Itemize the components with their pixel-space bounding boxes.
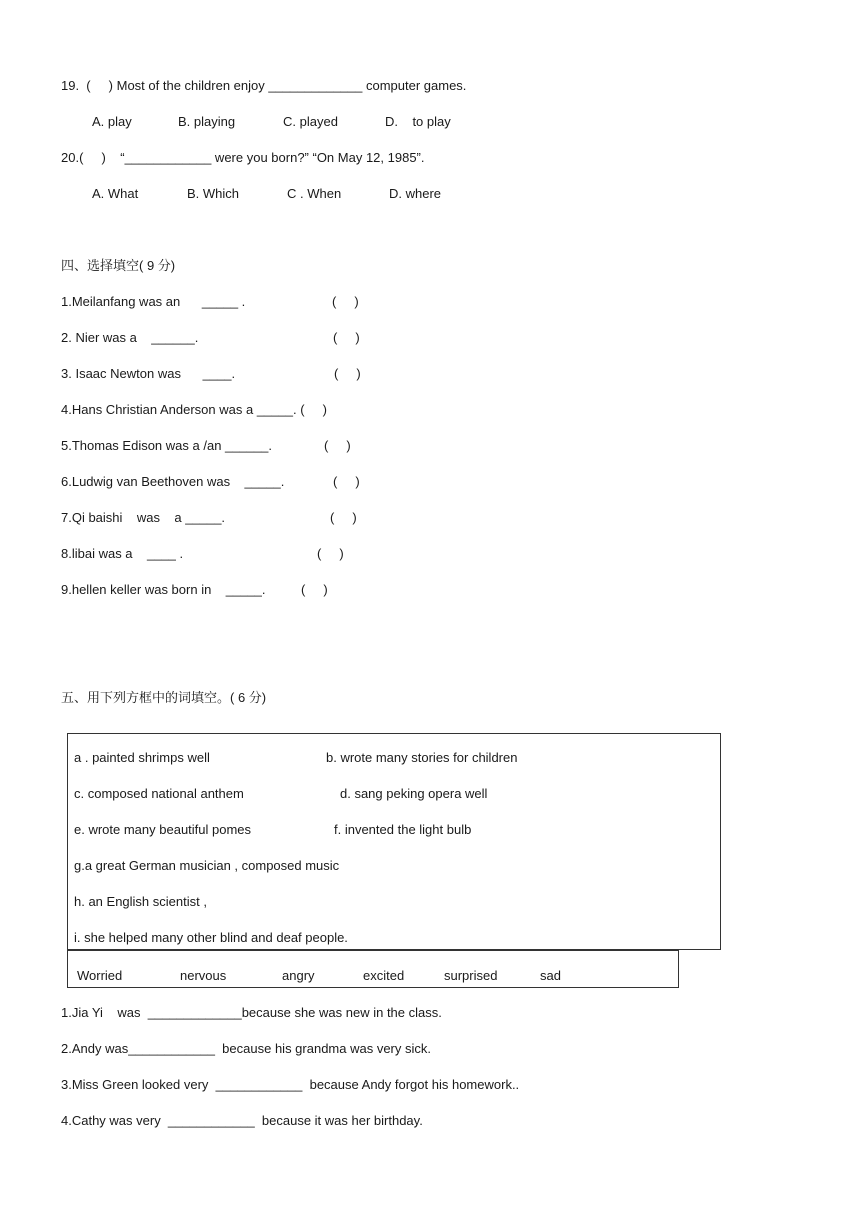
box-item-c: c. composed national anthem: [74, 786, 244, 801]
q20-option-b: B. Which: [187, 186, 240, 201]
box-item-b: b. wrote many stories for children: [326, 750, 518, 765]
word-box-people: [67, 733, 721, 950]
q19-option-d: D. to play: [385, 114, 451, 129]
q20-option-c: C . When: [287, 186, 342, 201]
word-box-feelings: [67, 950, 679, 988]
s5-sentence-4: 4.Cathy was very ____________ because it was her birthday.: [61, 1113, 423, 1128]
section4-title: 四、选择填空( 9 分): [61, 258, 176, 273]
box-item-g: g.a great German musician , composed music: [74, 858, 340, 873]
box-item-d: d. sang peking opera well: [340, 786, 488, 801]
s4-item-9-paren: ( ): [301, 582, 328, 597]
q20-option-a: A. What: [92, 186, 139, 201]
box-item-h: h. an English scientist ,: [74, 894, 207, 909]
s4-item-8-paren: ( ): [317, 546, 344, 561]
s4-item-3: 3. Isaac Newton was ____.: [61, 366, 236, 381]
q19-stem: 19. ( ) Most of the children enjoy _____________ computer games.: [61, 78, 467, 93]
q20-option-d: D. where: [389, 186, 442, 201]
feeling-word: Worried: [77, 968, 123, 983]
s4-item-1-paren: ( ): [332, 294, 359, 309]
feeling-word: nervous: [180, 968, 227, 983]
feeling-word: sad: [540, 968, 561, 983]
q19-option-b: B. playing: [178, 114, 236, 129]
s4-item-7: 7.Qi baishi was a _____.: [61, 510, 226, 525]
s4-item-3-paren: ( ): [334, 366, 361, 381]
box-item-a: a . painted shrimps well: [74, 750, 210, 765]
s4-item-4: 4.Hans Christian Anderson was a _____. ( ): [61, 402, 327, 417]
box-item-f: f. invented the light bulb: [334, 822, 472, 837]
s4-item-1: 1.Meilanfang was an _____ .: [61, 294, 246, 309]
feeling-word: surprised: [444, 968, 498, 983]
s4-item-6: 6.Ludwig van Beethoven was _____.: [61, 474, 285, 489]
s5-sentence-2: 2.Andy was____________ because his grandma was very sick.: [61, 1041, 431, 1056]
q19-option-a: A. play: [92, 114, 132, 129]
s4-item-2-paren: ( ): [333, 330, 360, 345]
section5-title: 五、用下列方框中的词填空。( 6 分): [61, 690, 267, 705]
s5-sentence-1: 1.Jia Yi was _____________because she was new in the class.: [61, 1005, 442, 1020]
q20-stem: 20.( ) “____________ were you born?” “On May 12, 1985”.: [61, 150, 425, 165]
feeling-word: excited: [363, 968, 405, 983]
box-item-e: e. wrote many beautiful pomes: [74, 822, 252, 837]
s5-sentence-3: 3.Miss Green looked very ____________ because Andy forgot his homework..: [61, 1077, 520, 1092]
s4-item-7-paren: ( ): [330, 510, 357, 525]
s4-item-5: 5.Thomas Edison was a /an ______.: [61, 438, 273, 453]
s4-item-2: 2. Nier was a ______.: [61, 330, 199, 345]
s4-item-6-paren: ( ): [333, 474, 360, 489]
s4-item-5-paren: ( ): [324, 438, 351, 453]
q19-option-c: C. played: [283, 114, 338, 129]
s4-item-9: 9.hellen keller was born in _____.: [61, 582, 266, 597]
box-item-i: i. she helped many other blind and deaf people.: [74, 930, 348, 945]
feeling-word: angry: [282, 968, 315, 983]
s4-item-8: 8.libai was a ____ .: [61, 546, 184, 561]
